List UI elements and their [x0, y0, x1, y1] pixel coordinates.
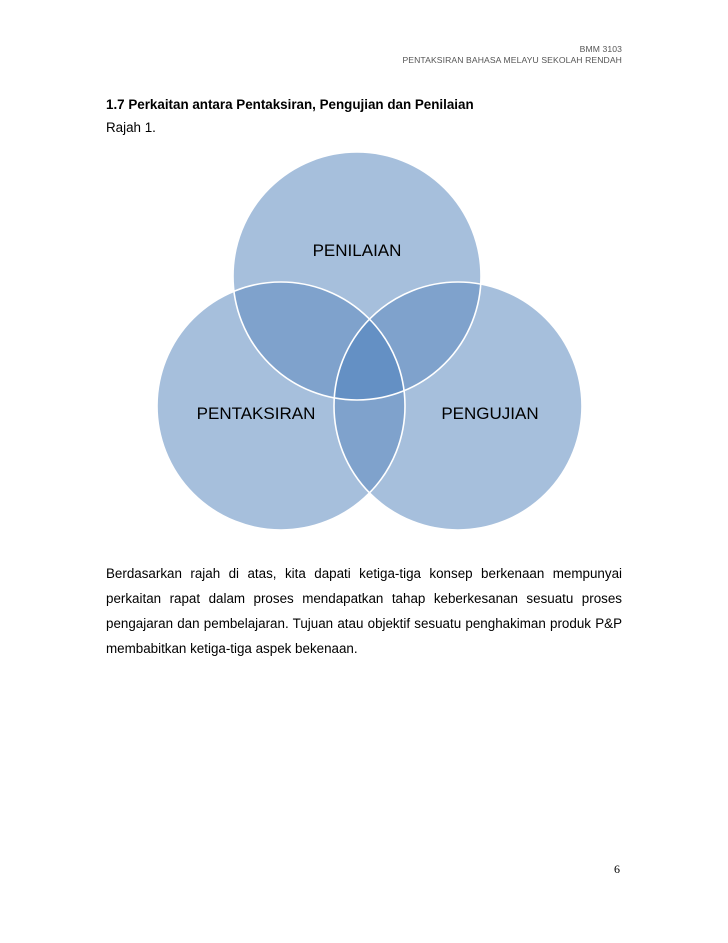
section-heading: 1.7 Perkaitan antara Pentaksiran, Pengujian dan Penilaian [106, 97, 474, 112]
figure-caption: Rajah 1. [106, 120, 156, 135]
pentaksiran-label: PENTAKSIRAN [196, 404, 316, 423]
pengujian-label: PENGUJIAN [441, 404, 539, 423]
body-paragraph: Berdasarkan rajah di atas, kita dapati ketiga-tiga konsep berkenaan mempunyai perkaitan rapat dalam proses mendapatkan tahap keberkesanan sesuatu proses pengajaran dan pembelajaran. Tujuan atau objektif sesuatu penghakiman produk P&P membabitkan ketiga-tiga aspek bekenaan. [106, 566, 622, 656]
penilaian-label: PENILAIAN [312, 241, 402, 260]
page-number: 6 [614, 862, 620, 876]
course-code: BMM 3103 [579, 44, 622, 54]
course-title: PENTAKSIRAN BAHASA MELAYU SEKOLAH RENDAH [402, 55, 622, 65]
